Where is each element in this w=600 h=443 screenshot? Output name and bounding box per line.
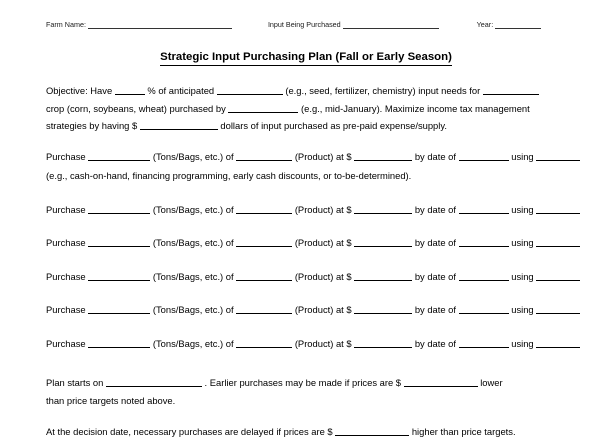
purchase-text-3: (Product) at $ [294,270,352,282]
input-being-purchased-field[interactable] [343,21,439,29]
objective-paragraph [46,82,566,135]
purchase-text-4: by date of [414,304,457,315]
purchase-method-field[interactable] [536,337,580,348]
plan-start-text-1: Plan starts on [46,377,104,388]
decision-text-1: At the decision date, necessary purchases are delayed if prices are $ [46,426,333,437]
input-being-purchased-label: Input Being Purchased [267,20,341,29]
objective-text-7: dollars of input purchased as pre-paid expense/supply. [220,120,447,131]
purchase-text-1: Purchase [46,237,86,248]
year-label: Year: [476,20,494,29]
higher-price-threshold-field[interactable] [335,425,409,436]
table-row [46,335,566,353]
footer-block [46,374,566,441]
objective-text-2: % of anticipated [147,85,215,96]
purchase-price-field[interactable] [354,150,412,161]
objective-text-5: (e.g., mid-January). Maximize income tax management [301,102,530,114]
table-row [46,148,566,166]
purchase-product-field[interactable] [236,203,292,214]
decision-text-2: higher than price targets. [411,426,516,437]
purchase-text-5: using [511,337,534,349]
purchase-text-2: (Tons/Bags, etc.) of [152,304,234,315]
purchase-date-field[interactable] [459,270,509,281]
purchase-text-2: (Tons/Bags, etc.) of [152,150,234,162]
purchase-text-1: Purchase [46,337,86,349]
year-field[interactable] [495,21,541,29]
purchase-text-4: by date of [414,237,457,248]
plan-start-text-2: . Earlier purchases may be made if prices are $ [204,377,401,388]
objective-text-1: Objective: Have [46,85,113,96]
purchase-text-1: Purchase [46,270,86,282]
table-row [46,201,566,219]
purchase-quantity-field[interactable] [88,236,150,247]
purchase-text-5: using [511,270,534,282]
page-title: Strategic Input Purchasing Plan (Fall or Early Season) [160,50,452,66]
purchase-text-3: (Product) at $ [294,150,352,162]
purchase-price-field[interactable] [354,236,412,247]
plan-start-text-4: than price targets noted above. [46,394,176,406]
purchase-method-field[interactable] [536,270,580,281]
purchase-method-field[interactable] [536,150,580,161]
objective-percent-field[interactable] [115,84,145,95]
purchase-text-5: using [511,304,534,315]
purchase-product-field[interactable] [236,150,292,161]
purchase-text-3: (Product) at $ [294,304,352,315]
purchase-text-1: Purchase [46,150,86,162]
purchase-product-field[interactable] [236,236,292,247]
objective-text-4: crop (corn, soybeans, wheat) purchased by [46,102,226,114]
purchase-text-5: using [511,203,534,215]
objective-input-field[interactable] [217,84,283,95]
purchase-text-3: (Product) at $ [294,237,352,248]
table-row [46,268,566,286]
objective-purchase-date-field[interactable] [228,102,298,113]
purchase-date-field[interactable] [459,150,509,161]
farm-name-label: Farm Name: [46,20,86,29]
purchase-text-5: using [511,150,534,162]
plan-start-text-3: lower [480,377,503,388]
purchase-product-field[interactable] [236,270,292,281]
purchase-product-field[interactable] [236,337,292,348]
purchase-price-field[interactable] [354,337,412,348]
purchase-text-3: (Product) at $ [294,337,352,349]
purchase-date-field[interactable] [459,303,509,314]
purchase-price-field[interactable] [354,270,412,281]
purchase-method-field[interactable] [536,303,580,314]
purchase-text-4: by date of [414,337,457,349]
purchase-method-note: (e.g., cash-on-hand, financing programming, early cash discounts, or to-be-determined). [46,170,412,181]
table-row [46,301,566,319]
purchase-quantity-field[interactable] [88,203,150,214]
purchase-text-4: by date of [414,270,457,282]
purchase-method-field[interactable] [536,236,580,247]
purchase-text-2: (Tons/Bags, etc.) of [152,237,234,248]
purchase-text-1: Purchase [46,203,86,215]
objective-text-3: (e.g., seed, fertilizer, chemistry) input needs for [285,85,481,96]
plan-start-date-field[interactable] [106,376,202,387]
purchase-quantity-field[interactable] [88,150,150,161]
decision-date-paragraph [46,423,566,441]
objective-text-6: strategies by having $ [46,120,138,131]
purchase-quantity-field[interactable] [88,270,150,281]
purchase-text-4: by date of [414,203,457,215]
purchase-product-field[interactable] [236,303,292,314]
document-header [46,20,566,29]
purchase-text-5: using [511,237,534,248]
purchase-quantity-field[interactable] [88,337,150,348]
purchase-date-field[interactable] [459,236,509,247]
purchase-text-3: (Product) at $ [294,203,352,215]
purchase-text-2: (Tons/Bags, etc.) of [152,337,234,349]
farm-name-field[interactable] [88,21,232,29]
plan-start-paragraph [46,374,566,409]
lower-price-threshold-field[interactable] [404,376,478,387]
purchase-price-field[interactable] [354,303,412,314]
purchase-price-field[interactable] [354,203,412,214]
purchase-text-2: (Tons/Bags, etc.) of [152,203,234,215]
purchase-text-4: by date of [414,150,457,162]
purchase-method-field[interactable] [536,203,580,214]
objective-crop-year-field[interactable] [483,84,539,95]
table-row [46,234,566,252]
title-container [46,47,566,66]
purchase-quantity-field[interactable] [88,303,150,314]
purchase-text-1: Purchase [46,304,86,315]
purchase-text-2: (Tons/Bags, etc.) of [152,270,234,282]
purchase-date-field[interactable] [459,337,509,348]
purchase-date-field[interactable] [459,203,509,214]
objective-dollars-field[interactable] [140,119,218,130]
